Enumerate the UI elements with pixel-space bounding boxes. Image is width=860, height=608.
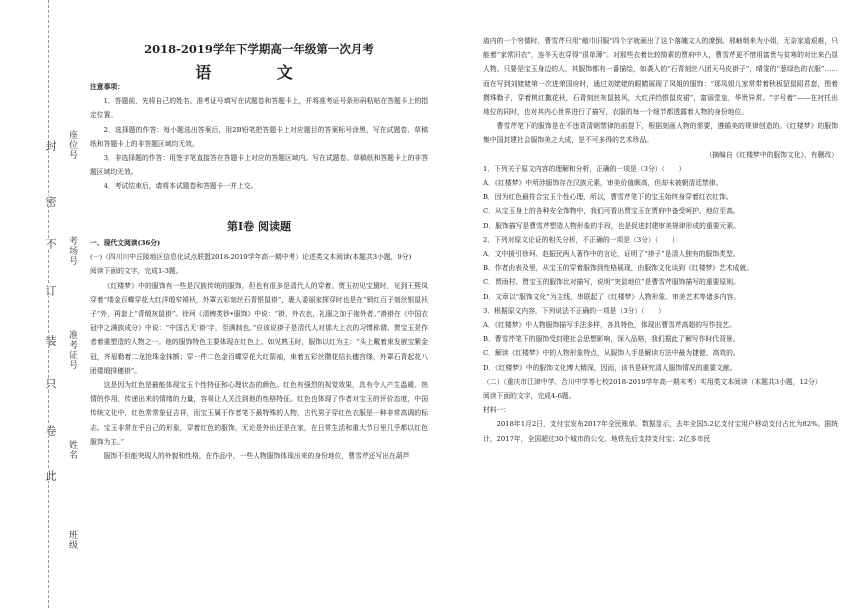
option: B．曹雪芹笔下的服饰受封建社会思想影响，深入品格，我们据此了解写作时代背景。 bbox=[483, 335, 740, 344]
seal-char-1: 封 bbox=[44, 140, 57, 151]
question: 1．下列关于原文内容的理解和分析，正确的一项是（3分）（ ） bbox=[483, 164, 686, 173]
part-heading: 一、现代文阅读(36分) bbox=[90, 239, 161, 247]
option: D．服饰描写是曹雪芹塑造人物形象的手段，也是促进封建审美规律形成的重要元素。 bbox=[483, 221, 740, 230]
seal-char-6: 只 bbox=[44, 378, 57, 389]
option: A．文中援引徐珂、赵振民两人著作中的言论，证明了“褂子”是清人独有的服饰类型。 bbox=[483, 250, 740, 259]
seal-char-8: 此 bbox=[44, 470, 57, 481]
notes-heading: 注意事项： bbox=[90, 83, 124, 91]
option: B．作者由表及里，从宝玉的穿着服饰到性格展现，由服饰文化谈到《红楼梦》艺术成就。 bbox=[483, 264, 754, 273]
material-paragraph: 2018年1月2日，支付宝发布2017年全民账单。数据显示，去年全国5.2亿支付宝用户移动支付占比为82%。据统计，2017年，全国超过30个城市的公交、地铁先后支持支付宝；2亿多市民 bbox=[483, 420, 838, 443]
material-label: 材料一： bbox=[483, 406, 511, 415]
exam-room-label: 考场号 bbox=[67, 236, 77, 266]
name-label: 姓名 bbox=[67, 440, 77, 460]
section-title: 第Ⅰ卷 阅读题 bbox=[227, 220, 291, 233]
passage-source: （摘编自《红楼梦中的服饰文化》，有删改） bbox=[705, 150, 838, 159]
option: B．因为红色最符合宝玉个性心理，所以，曹雪芹笔下的宝玉始终身穿着红衣红饰。 bbox=[483, 193, 733, 202]
passage-paragraph: 这是因为红色是最能体现宝玉个性特征和心理状态的颜色。红色有强烈的视觉效果，具有令人产生温暖、热情的作用，传递出来的情绪的力量，容易让人关注到他的性格特征。红色也体现了作者对宝玉的评价态度，中国传统文化中，红色常常象征吉祥，而宝玉属于作者笔下最特殊的人物，古代男子穿红色衣服是一种非常高调的标志。宝玉非常在乎自己的形象，穿着红色的服饰，无论是外出还是在家，在日常生活和重大节日里几乎都以红色服饰为主。” bbox=[90, 381, 428, 446]
subsection-heading: (一)（四川川中丘陵地区信息化试点联盟2018-2019学年高一期中考）论述类文本阅读(本题共3小题，9分) bbox=[90, 253, 412, 262]
instruction: 阅读下面的文字，完成1-3题。 bbox=[90, 267, 183, 276]
reading-block bbox=[90, 236, 428, 463]
note-item: 2．选择题的作答：每小题选出答案后，用2B铅笔把答题卡上对应题目的答案标号涂黑，写在试题卷、草稿纸和答题卡上的非答题区域均无效。 bbox=[90, 125, 428, 148]
subject-title: 语 文 bbox=[195, 63, 323, 82]
binding-margin bbox=[0, 0, 88, 608]
note-item: 4．考试结束后，请将本试题卷和答题卡一并上交。 bbox=[103, 182, 258, 191]
seal-char-3: 不 bbox=[44, 238, 57, 249]
option: A．《红楼梦》中所涉服饰存在汉族元素，审美价值颇高，但却未被朝清廷禁律。 bbox=[483, 179, 723, 188]
instruction: 阅读下面的文字，完成4-6题。 bbox=[483, 392, 576, 401]
passage-paragraph: 服饰不但能突现人的外貌和性格，在作品中，一些人物服饰体现出来的身份地位，曹雪芹还写出在葫芦 bbox=[103, 452, 410, 461]
option: A．《红楼梦》中人物服饰描写手法多样，各具特色，体现出曹雪芹高超的写作技艺。 bbox=[483, 321, 736, 330]
note-item: 1．答题前，先将自己的姓名、准考证号填写在试题卷和答题卡上，并将准考证号条形码粘贴在答题卡上的指定位置。 bbox=[90, 97, 428, 120]
passage-paragraph: 庙内的一个穷儒时，曹雪芹只用“敝巾旧服”四个字就画出了这个落魄文人的潦倒。邢岫烟来为小姐，无奈家道艰难，只能着“家常旧衣”，连冬天也穿得“很单薄”。对那些衣着比较简素的贾府中人，曹雪芹更不惜用富贵与贫寒的对比来凸显人物。只要是宝玉身边的人，其服饰都有一番描绘，如袭人的“石青刻丝八团天马皮褂子”，晴雯的“葱绿色的衣服”……而在写到刘姥姥第一次进荣国府时，通过刘姥姥的眼睛展现了凤姐的服饰：“那凤姐儿家常带着秋板貂鼠昭君套，围着攒珠勒子，穿着桃红撒花袄，石青刻丝灰鼠披风，大红洋绉银鼠皮裙”，富丽堂皇，华贵异常。“字号着”——在衬托出地位的同时，也对其内心世界进行了描写，衣服的每一个细节都透露着人物的身份地位。 bbox=[483, 37, 838, 117]
passage-paragraph: 曹雪芹笔下的服饰是在不违背清朝禁律的前提下，根据刻画人物的需要，遵循美的规律创造的。《红楼梦》的服饰集中国封建社会服饰美之大成，是不可多得的艺术珍品。 bbox=[483, 122, 838, 145]
seal-char-2: 密 bbox=[44, 196, 57, 207]
ticket-number-label: 准考证号 bbox=[67, 330, 77, 370]
seal-char-4: 订 bbox=[44, 285, 57, 296]
seal-line bbox=[48, 0, 49, 608]
subsection-heading: （二）（重庆市江津中学、合川中学等七校2018-2019学年高一期末考）实用类文本阅读（本题共3小题，12分） bbox=[483, 377, 822, 386]
seat-number-label: 座位号 bbox=[67, 130, 77, 160]
option: C．解读《红楼梦》中的人物形象特点，从服饰入手是解读方法中最为捷便、高效的。 bbox=[483, 349, 740, 358]
option: C．贾雨村、贾宝玉的服饰比对描写，说明“突显地位”是曹雪芹服饰描写的重要原则。 bbox=[483, 278, 740, 287]
class-label: 班级 bbox=[67, 530, 77, 550]
exam-title: 2018-2019学年下学期高一年级第一次月考 bbox=[144, 42, 374, 56]
option: D．《红楼梦》中的服饰文化博大精深，因而，该书是研究清人服饰情况的重要文献。 bbox=[483, 363, 737, 372]
note-item: 3．非选择题的作答：用签字笔直接答在答题卡上对应的答题区域内。写在试题卷、草稿纸和答题卡上的非答题区域均无效。 bbox=[90, 154, 428, 177]
question: 2．下列对原文论证的相关分析，不正确的一项是（3分）（ ） bbox=[483, 235, 679, 244]
seal-char-5: 装 bbox=[44, 335, 57, 346]
option: C．从宝玉身上的各种安全饰物中，我们可看出贾宝玉在贾府中备受呵护、地位至高。 bbox=[483, 207, 740, 216]
seal-char-7: 卷 bbox=[44, 425, 57, 436]
question: 3．根据原文内容，下列说法不正确的一项是（3分）（ ） bbox=[483, 306, 665, 315]
notes-block bbox=[90, 80, 428, 194]
right-column bbox=[483, 34, 838, 446]
option: D．文章以“服饰文化”为主线，串联起了《红楼梦》人物形象、审美艺术等诸多内容。 bbox=[483, 292, 741, 301]
passage-paragraph: 《红楼梦》中的服饰有一些是汉族传统的服饰，但也有很多是清代人的穿着。贾玉初见宝黛时，见到王熙凤穿着“缕金百蝶穿花大红洋缎窄褙袄，外罩五彩刻丝石青银鼠褂”，裹人委丽家探穿时也是在“锁红百子刻丝银鼠袄子”外，再套上“青缎灰鼠褂”。徐珂《清稗类钞•服饰》中说：“褂，外衣也，礼服之加于袍外者。”褂褂在《中国衣冠中之满族成分》中说：“中国古无‘褂’字，至满制也。”应该说褂子是清代人对那大上衣的习惯称谓。贾宝玉是作者着重塑造的人物之一。他的服饰特色主要体现在红色上。如见熟玉时，服饰以红为主：“头上戴着束发嵌宝紫金冠，齐眉勒着二龙抢珠金抹额；穿一件二色金百蝶穿花大红箭袖，束着五彩丝攒花结长穗宫绦，外罩石青起花八团倭缎排穗褂”。 bbox=[90, 281, 428, 375]
